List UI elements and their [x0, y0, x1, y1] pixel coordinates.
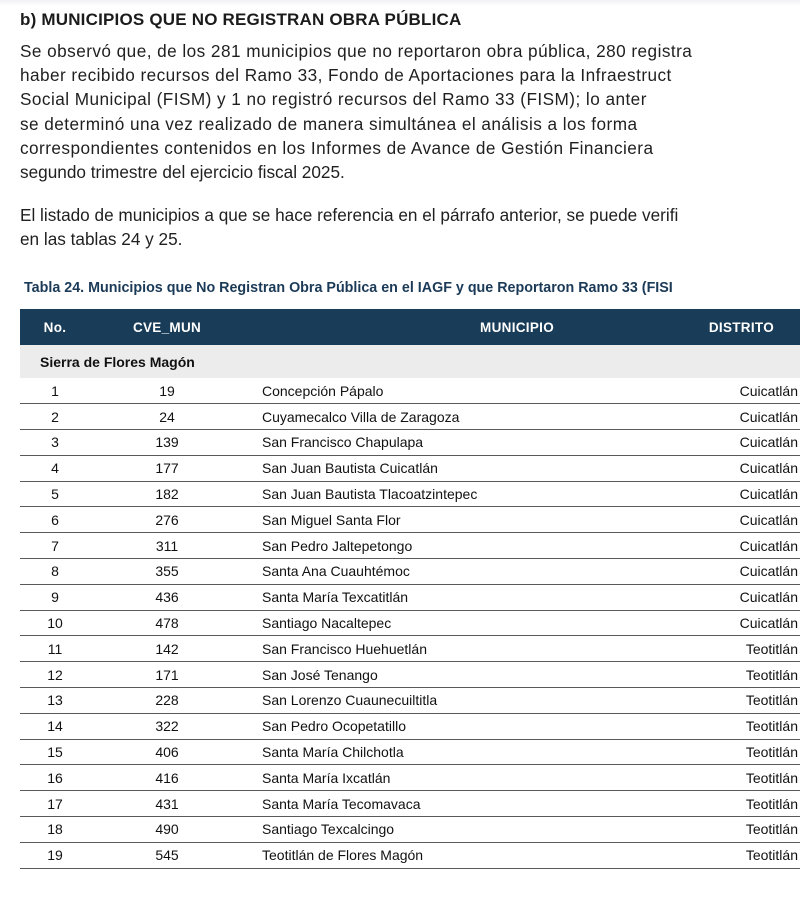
header-no: No. — [43, 319, 67, 335]
table-row — [20, 378, 800, 404]
municipios-table — [20, 309, 800, 869]
table-row — [20, 791, 800, 817]
cell-cve-mun: 311 — [90, 533, 244, 559]
table-row — [20, 455, 800, 481]
table-row — [20, 662, 800, 688]
cell-no: 16 — [20, 765, 90, 791]
group-label: Sierra de Flores Magón — [20, 345, 800, 378]
cell-distrito: Cuicatlán — [554, 507, 800, 533]
cell-municipio: Cuyamecalco Villa de Zaragoza — [244, 404, 554, 430]
paragraph-1-line: se determinó una vez realizado de manera simultánea el análisis a los forma — [20, 113, 638, 134]
table-row — [20, 584, 800, 610]
section-heading: b) MUNICIPIOS QUE NO REGISTRAN OBRA PÚBLICA — [20, 10, 462, 29]
table-caption: Tabla 24. Municipios que No Registran Obra Pública en el IAGF y que Reportaron Ramo 33 (FISI — [24, 280, 673, 296]
cell-cve-mun: 416 — [90, 765, 244, 791]
cell-no: 3 — [20, 430, 90, 456]
cell-cve-mun: 276 — [90, 507, 244, 533]
cell-distrito: Teotitlán — [554, 662, 800, 688]
cell-no: 4 — [20, 455, 90, 481]
table-row — [20, 713, 800, 739]
table-row — [20, 559, 800, 585]
cell-distrito: Cuicatlán — [554, 610, 800, 636]
cell-municipio: San Pedro Ocopetatillo — [244, 713, 554, 739]
cell-no: 17 — [20, 791, 90, 817]
cell-cve-mun: 436 — [90, 584, 244, 610]
cell-cve-mun: 24 — [90, 404, 244, 430]
cell-municipio: Concepción Pápalo — [244, 378, 554, 404]
cell-municipio: Teotitlán de Flores Magón — [244, 842, 554, 868]
top-divider — [0, 0, 800, 6]
cell-no: 1 — [20, 378, 90, 404]
table-row — [20, 817, 800, 843]
table-row — [20, 481, 800, 507]
cell-cve-mun: 228 — [90, 688, 244, 714]
cell-no: 14 — [20, 713, 90, 739]
table-row — [20, 507, 800, 533]
cell-cve-mun: 431 — [90, 791, 244, 817]
cell-cve-mun: 406 — [90, 739, 244, 765]
cell-no: 19 — [20, 842, 90, 868]
cell-cve-mun: 177 — [90, 455, 244, 481]
cell-cve-mun: 478 — [90, 610, 244, 636]
cell-cve-mun: 490 — [90, 817, 244, 843]
cell-no: 9 — [20, 584, 90, 610]
cell-municipio: San Lorenzo Cuaunecuiltitla — [244, 688, 554, 714]
paragraph-2 — [20, 203, 800, 251]
header-municipio: MUNICIPIO — [480, 319, 554, 335]
cell-municipio: Santiago Nacaltepec — [244, 610, 554, 636]
header-cve-mun: CVE_MUN — [132, 319, 202, 335]
table-row — [20, 430, 800, 456]
cell-cve-mun: 322 — [90, 713, 244, 739]
paragraph-1-line: Social Municipal (FISM) y 1 no registró recursos del Ramo 33 (FISM); lo anter — [20, 89, 647, 110]
table-row — [20, 842, 800, 868]
cell-cve-mun: 142 — [90, 636, 244, 662]
cell-no: 13 — [20, 688, 90, 714]
cell-no: 12 — [20, 662, 90, 688]
table-row — [20, 765, 800, 791]
cell-municipio: San Francisco Huehuetlán — [244, 636, 554, 662]
table-row — [20, 739, 800, 765]
cell-distrito: Cuicatlán — [554, 584, 800, 610]
cell-municipio: San José Tenango — [244, 662, 554, 688]
cell-municipio: San Pedro Jaltepetongo — [244, 533, 554, 559]
cell-no: 11 — [20, 636, 90, 662]
cell-distrito: Cuicatlán — [554, 404, 800, 430]
cell-distrito: Teotitlán — [554, 739, 800, 765]
cell-no: 8 — [20, 559, 90, 585]
cell-no: 5 — [20, 481, 90, 507]
cell-distrito: Cuicatlán — [554, 430, 800, 456]
cell-cve-mun: 19 — [90, 378, 244, 404]
paragraph-1-line: Se observó que, de los 281 municipios que no reportaron obra pública, 280 registra — [20, 41, 693, 61]
paragraph-1-line: segundo trimestre del ejercicio fiscal 2025. — [20, 161, 345, 182]
cell-distrito: Cuicatlán — [554, 559, 800, 585]
cell-municipio: San Miguel Santa Flor — [244, 507, 554, 533]
cell-cve-mun: 171 — [90, 662, 244, 688]
cell-distrito: Cuicatlán — [554, 533, 800, 559]
cell-distrito: Teotitlán — [554, 713, 800, 739]
table-row — [20, 404, 800, 430]
cell-cve-mun: 355 — [90, 559, 244, 585]
paragraph-2-line: El listado de municipios a que se hace referencia en el párrafo anterior, se puede verifi — [20, 205, 679, 225]
cell-no: 7 — [20, 533, 90, 559]
cell-distrito: Teotitlán — [554, 842, 800, 868]
cell-distrito: Cuicatlán — [554, 378, 800, 404]
cell-municipio: Santiago Texcalcingo — [244, 817, 554, 843]
cell-municipio: Santa Ana Cuauhtémoc — [244, 559, 554, 585]
cell-cve-mun: 139 — [90, 430, 244, 456]
table-row — [20, 688, 800, 714]
cell-municipio: Santa María Ixcatlán — [244, 765, 554, 791]
cell-municipio: Santa María Chilchotla — [244, 739, 554, 765]
cell-no: 6 — [20, 507, 90, 533]
cell-cve-mun: 182 — [90, 481, 244, 507]
cell-no: 18 — [20, 817, 90, 843]
cell-no: 2 — [20, 404, 90, 430]
paragraph-2-line: en las tablas 24 y 25. — [20, 229, 183, 250]
table-row — [20, 636, 800, 662]
cell-distrito: Teotitlán — [554, 791, 800, 817]
cell-distrito: Cuicatlán — [554, 455, 800, 481]
cell-distrito: Teotitlán — [554, 636, 800, 662]
table-row — [20, 533, 800, 559]
paragraph-1-line: haber recibido recursos del Ramo 33, Fondo de Aportaciones para la Infraestruct — [20, 65, 672, 86]
cell-distrito: Teotitlán — [554, 688, 800, 714]
cell-municipio: Santa María Tecomavaca — [244, 791, 554, 817]
table-header-row — [20, 309, 800, 345]
paragraph-1-line: correspondientes contenidos en los Informes de Avance de Gestión Financiera — [20, 137, 654, 158]
cell-municipio: San Francisco Chapulapa — [244, 430, 554, 456]
cell-distrito: Cuicatlán — [554, 481, 800, 507]
header-distrito: DISTRITO — [708, 319, 774, 335]
cell-municipio: Santa María Texcatitlán — [244, 584, 554, 610]
cell-municipio: San Juan Bautista Tlacoatzintepec — [244, 481, 554, 507]
cell-cve-mun: 545 — [90, 842, 244, 868]
cell-distrito: Teotitlán — [554, 817, 800, 843]
cell-distrito: Teotitlán — [554, 765, 800, 791]
cell-no: 15 — [20, 739, 90, 765]
paragraph-1 — [20, 39, 800, 184]
table-row — [20, 610, 800, 636]
group-row — [20, 345, 800, 378]
cell-no: 10 — [20, 610, 90, 636]
cell-municipio: San Juan Bautista Cuicatlán — [244, 455, 554, 481]
